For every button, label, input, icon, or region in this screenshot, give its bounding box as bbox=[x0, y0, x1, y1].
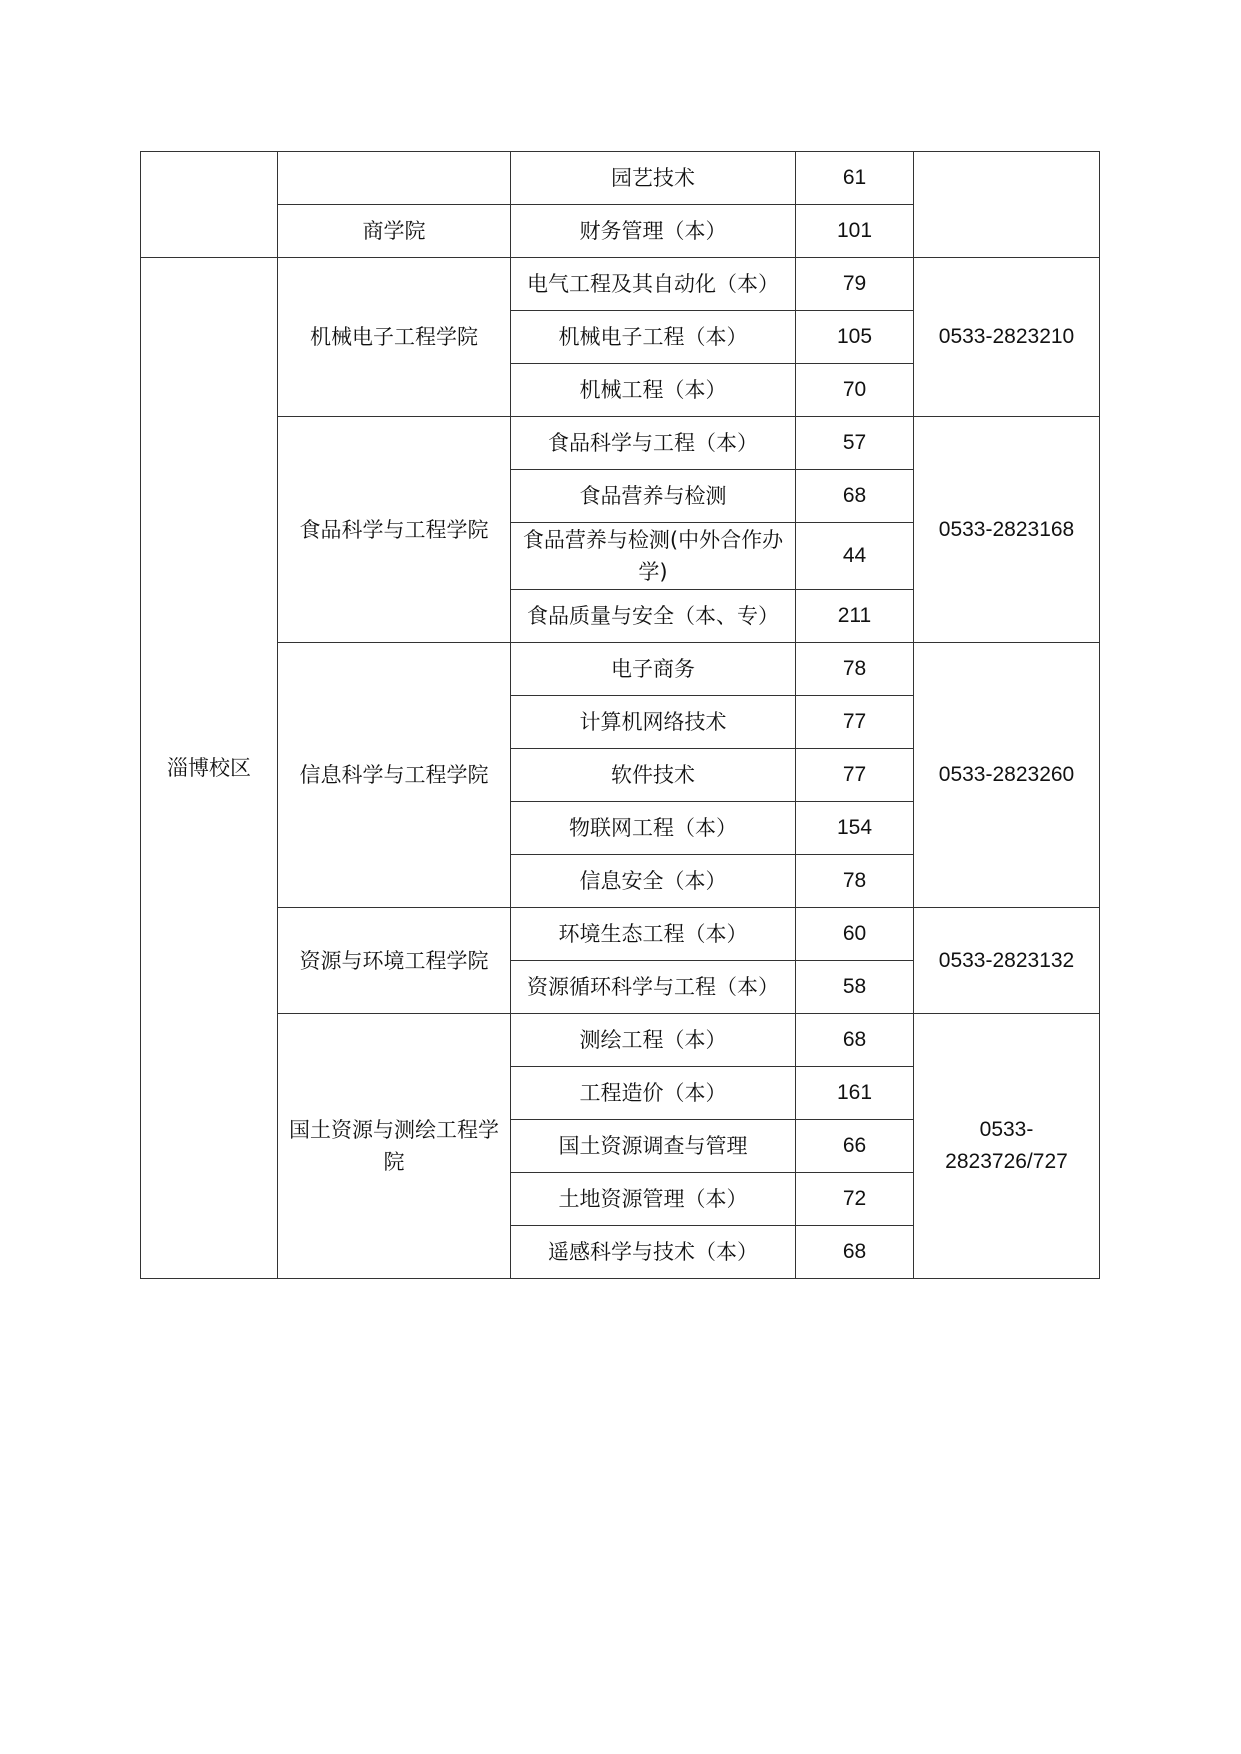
count-cell: 68 bbox=[796, 1014, 914, 1067]
table-row bbox=[141, 1014, 1100, 1067]
count-cell: 101 bbox=[796, 205, 914, 258]
major-cell: 国土资源调查与管理 bbox=[511, 1120, 796, 1173]
table-row bbox=[141, 417, 1100, 470]
count-cell: 77 bbox=[796, 696, 914, 749]
table-row bbox=[141, 643, 1100, 696]
major-cell: 工程造价（本） bbox=[511, 1067, 796, 1120]
count-cell: 105 bbox=[796, 311, 914, 364]
count-cell: 78 bbox=[796, 855, 914, 908]
major-cell: 计算机网络技术 bbox=[511, 696, 796, 749]
major-cell: 电子商务 bbox=[511, 643, 796, 696]
campus-cell-empty bbox=[141, 152, 278, 258]
count-cell: 154 bbox=[796, 802, 914, 855]
count-cell: 79 bbox=[796, 258, 914, 311]
major-cell: 信息安全（本） bbox=[511, 855, 796, 908]
college-cell: 食品科学与工程学院 bbox=[278, 417, 511, 643]
college-cell-empty bbox=[278, 152, 511, 205]
count-cell: 68 bbox=[796, 1226, 914, 1279]
major-cell: 食品营养与检测 bbox=[511, 470, 796, 523]
count-cell: 57 bbox=[796, 417, 914, 470]
count-cell: 72 bbox=[796, 1173, 914, 1226]
count-cell: 58 bbox=[796, 961, 914, 1014]
major-cell: 资源循环科学与工程（本） bbox=[511, 961, 796, 1014]
count-cell: 78 bbox=[796, 643, 914, 696]
college-cell: 国土资源与测绘工程学院 bbox=[278, 1014, 511, 1279]
table-row bbox=[141, 908, 1100, 961]
major-cell: 财务管理（本） bbox=[511, 205, 796, 258]
count-cell: 77 bbox=[796, 749, 914, 802]
college-cell: 信息科学与工程学院 bbox=[278, 643, 511, 908]
count-cell: 68 bbox=[796, 470, 914, 523]
phone-cell: 0533-2823260 bbox=[914, 643, 1100, 908]
major-cell: 环境生态工程（本） bbox=[511, 908, 796, 961]
count-cell: 161 bbox=[796, 1067, 914, 1120]
major-cell: 食品科学与工程（本） bbox=[511, 417, 796, 470]
major-cell: 软件技术 bbox=[511, 749, 796, 802]
major-cell: 食品营养与检测(中外合作办学) bbox=[511, 523, 796, 590]
count-cell: 70 bbox=[796, 364, 914, 417]
major-cell: 园艺技术 bbox=[511, 152, 796, 205]
college-cell: 商学院 bbox=[278, 205, 511, 258]
count-cell: 61 bbox=[796, 152, 914, 205]
major-cell: 土地资源管理（本） bbox=[511, 1173, 796, 1226]
major-cell: 物联网工程（本） bbox=[511, 802, 796, 855]
phone-cell-empty bbox=[914, 152, 1100, 258]
phone-cell: 0533-2823168 bbox=[914, 417, 1100, 643]
table-row bbox=[141, 258, 1100, 311]
major-cell: 测绘工程（本） bbox=[511, 1014, 796, 1067]
count-cell: 66 bbox=[796, 1120, 914, 1173]
major-cell: 电气工程及其自动化（本） bbox=[511, 258, 796, 311]
major-cell: 机械电子工程（本） bbox=[511, 311, 796, 364]
major-cell: 遥感科学与技术（本） bbox=[511, 1226, 796, 1279]
count-cell: 44 bbox=[796, 523, 914, 590]
count-cell: 211 bbox=[796, 590, 914, 643]
phone-cell: 0533-2823726/727 bbox=[914, 1014, 1100, 1279]
campus-cell: 淄博校区 bbox=[141, 258, 278, 1279]
college-cell: 资源与环境工程学院 bbox=[278, 908, 511, 1014]
phone-cell: 0533-2823210 bbox=[914, 258, 1100, 417]
major-cell: 机械工程（本） bbox=[511, 364, 796, 417]
major-cell: 食品质量与安全（本、专） bbox=[511, 590, 796, 643]
phone-cell: 0533-2823132 bbox=[914, 908, 1100, 1014]
college-cell: 机械电子工程学院 bbox=[278, 258, 511, 417]
enrollment-table bbox=[140, 151, 1100, 1279]
table-row bbox=[141, 152, 1100, 205]
count-cell: 60 bbox=[796, 908, 914, 961]
